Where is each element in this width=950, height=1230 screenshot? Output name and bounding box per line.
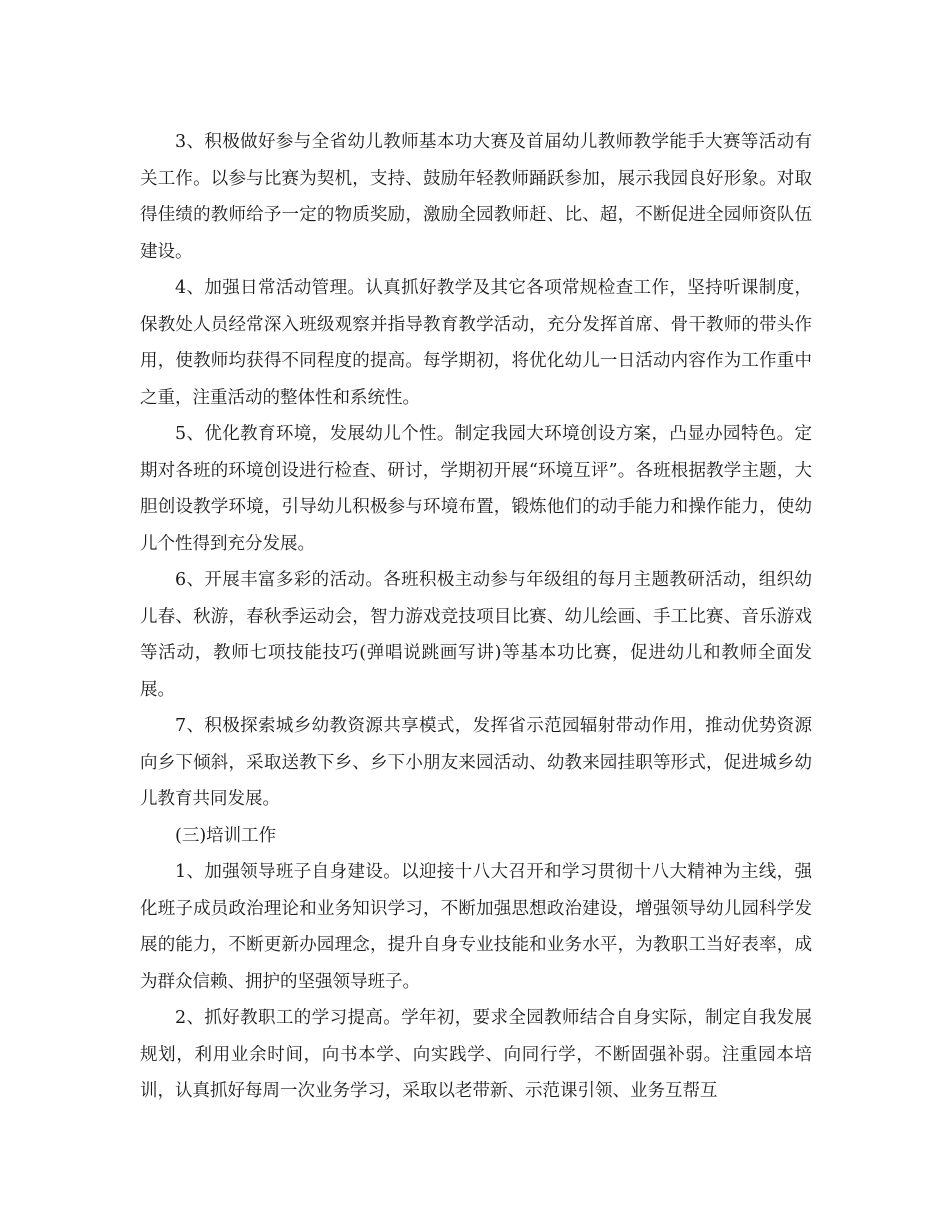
- section-heading-training: (三)培训工作: [175, 825, 277, 846]
- paragraph-training-1: 1、加强领导班子自身建设。以迎接十八大召开和学习贯彻十八大精神为主线，强化班子成员政治理论和业务知识学习，不断加强思想政治建设，增强领导幼儿园科学发展的能力，不断更新办园理念，提升自身专业技能和业务水平，为教职工当好表率，成为群众信赖、拥护的坚强领导班子。: [140, 862, 812, 992]
- paragraph-training-2: 2、抓好教职工的学习提高。学年初，要求全园教师结合自身实际，制定自我发展规划，利用业余时间，向书本学、向实践学、向同行学，不断固强补弱。注重园本培训，认真抓好每周一次业务学习，采取以老带新、示范课引领、业务互帮互: [140, 1008, 812, 1101]
- paragraph-item-4: 4、加强日常活动管理。认真抓好教学及其它各项常规检查工作，坚持听课制度，保教处人员经常深入班级观察并指导教育教学活动，充分发挥首席、骨干教师的带头作用，使教师均获得不同程度的提高。每学期初，将优化幼儿一日活动内容作为工作重中之重，注重活动的整体性和系统性。: [140, 278, 812, 408]
- document-body: [140, 124, 812, 1110]
- paragraph-item-7: 7、积极探索城乡幼教资源共享模式，发挥省示范园辐射带动作用，推动优势资源向乡下倾斜，采取送教下乡、乡下小朋友来园活动、幼教来园挂职等形式，促进城乡幼儿教育共同发展。: [140, 716, 812, 809]
- paragraph-item-6: 6、开展丰富多彩的活动。各班积极主动参与年级组的每月主题教研活动，组织幼儿春、秋游，春秋季运动会，智力游戏竞技项目比赛、幼儿绘画、手工比赛、音乐游戏等活动，教师七项技能技巧(弹唱说跳画写讲)等基本功比赛，促进幼儿和教师全面发展。: [140, 570, 812, 700]
- paragraph-item-5: 5、优化教育环境，发展幼儿个性。制定我园大环境创设方案，凸显办园特色。定期对各班的环境创设进行检查、研讨，学期初开展“环境互评”。各班根据教学主题，大胆创设教学环境，引导幼儿积极参与环境布置，锻炼他们的动手能力和操作能力，使幼儿个性得到充分发展。: [140, 424, 812, 554]
- paragraph-item-3: 3、积极做好参与全省幼儿教师基本功大赛及首届幼儿教师教学能手大赛等活动有关工作。以参与比赛为契机，支持、鼓励年轻教师踊跃参加，展示我园良好形象。对取得佳绩的教师给予一定的物质奖励，激励全园教师赶、比、超，不断促进全园师资队伍建设。: [140, 132, 812, 262]
